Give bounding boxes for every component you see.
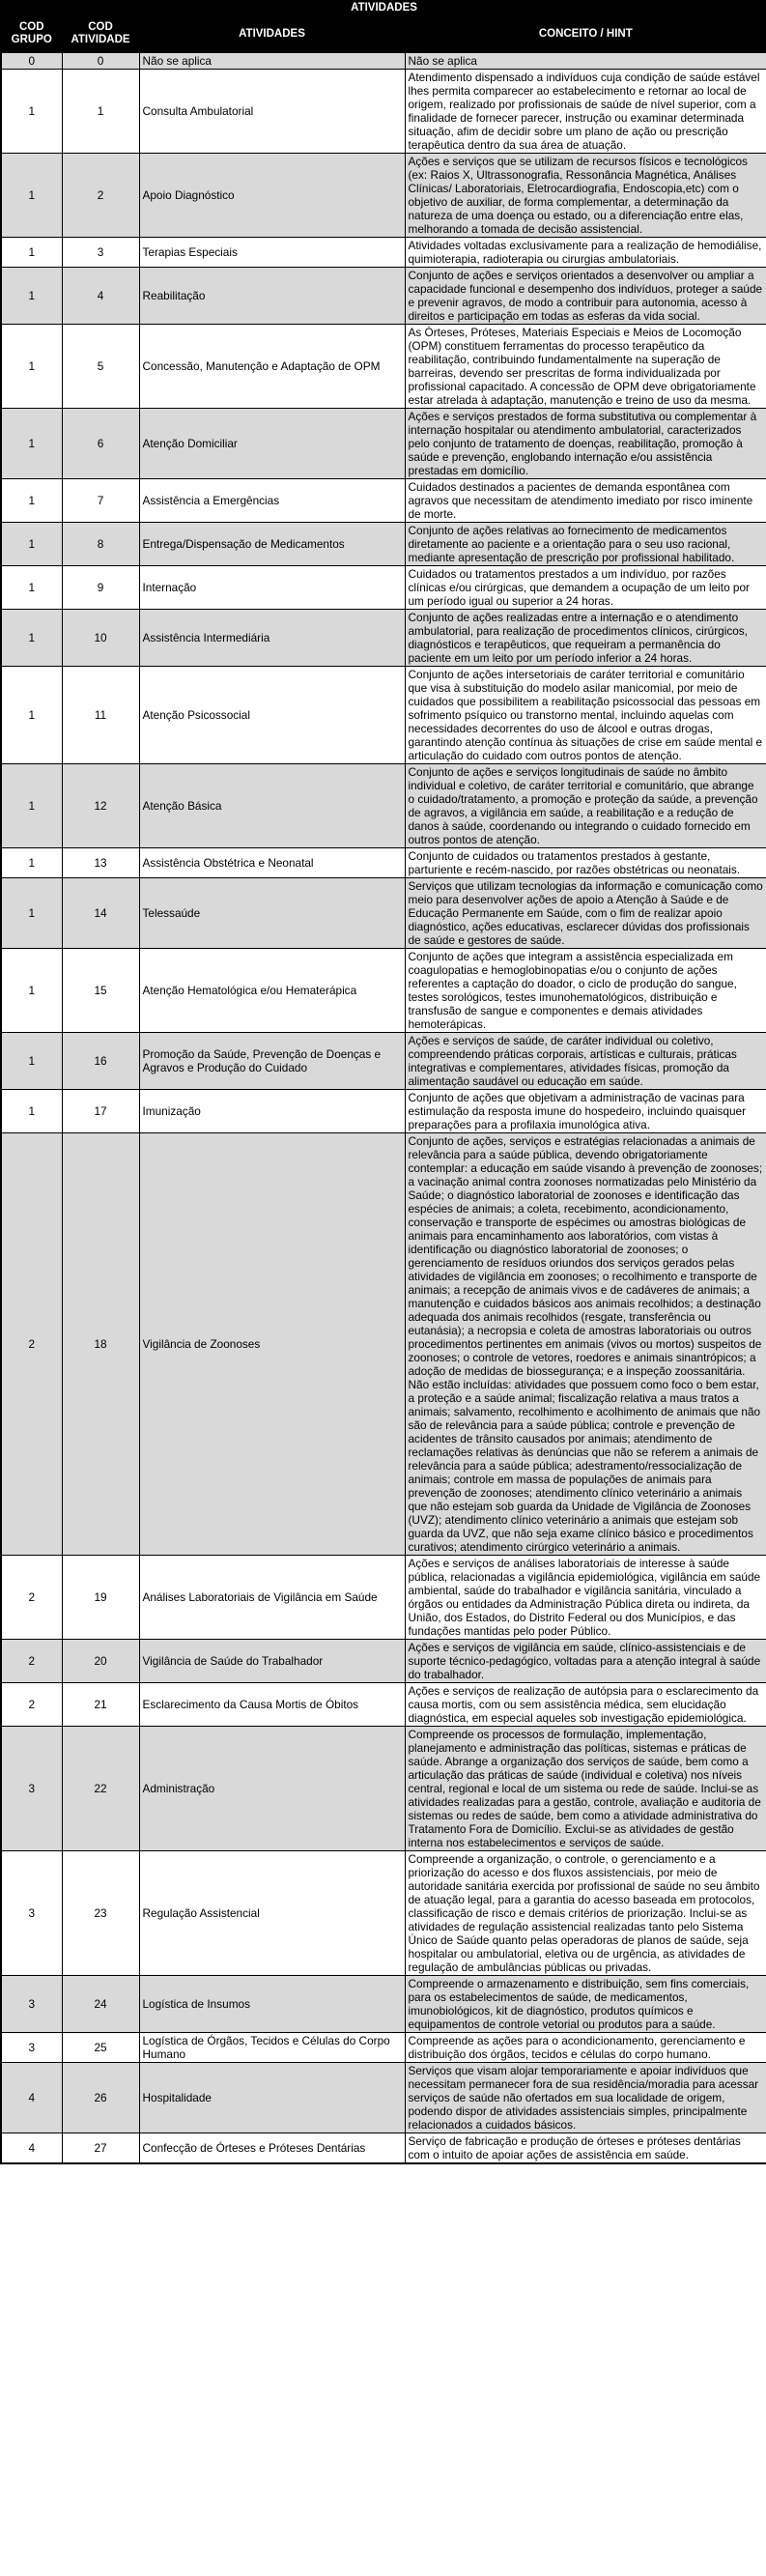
cod-grupo-cell: 3 [1,1727,62,1851]
conceito-hint-cell: Cuidados ou tratamentos prestados a um indivíduo, por razões clínicas e/ou cirúrgicas, que demandem a ocupação de um leito por um período igual ou superior a 24 horas. [405,566,766,610]
cod-grupo-cell: 0 [1,53,62,70]
cod-atividade-cell: 12 [62,764,139,848]
conceito-hint-cell: Compreende os processos de formulação, implementação, planejamento e administração das políticas, sistemas e práticas de saúde. Abrange a organização dos serviços de saúde, bem como a articulação das práticas de saúde (individual e coletiva) nos níveis central, regional e local de um sistema ou rede de saúde. Inclui-se as atividades realizadas para a gestão, controle, avaliação e auditoria de sistemas ou redes de saúde, bem como a atividade administrativa do Tratamento Fora de Domicílio. Exclui-se as atividades de gestão interna nos estabelecimentos e serviços de saúde. [405,1727,766,1851]
table-row [1,1090,766,1133]
table-row [1,610,766,667]
conceito-hint-cell: As Órteses, Próteses, Materiais Especiais e Meios de Locomoção (OPM) constituem ferramentas do processo terapêutico da reabilitação, contribuindo fundamentalmente na superação de barreiras, devendo ser prescritas de forma individualizada por profissional capacitado. A concessão de OPM deve obrigatoriamente estar atrelada à adaptação, manutenção e treino de uso da mesma. [405,325,766,409]
conceito-hint-cell: Ações e serviços de análises laboratoriais de interesse à saúde pública, relacionadas a vigilância epidemiológica, vigilância em saúde ambiental, saúde do trabalhador e vigilância sanitária, vinculado a órgãos ou entidades da Administração Pública direta ou indireta, da União, dos Estados, do Distrito Federal ou dos Municípios, e das fundações mantidas pelo poder Público. [405,1556,766,1640]
conceito-hint-cell: Conjunto de ações relativas ao fornecimento de medicamentos diretamente ao paciente e a orientação para o seu uso racional, mediante apresentação de prescrição por profissional habilitado. [405,523,766,566]
table-row [1,1976,766,2033]
column-header-row [1,15,766,53]
cod-grupo-cell: 1 [1,1090,62,1133]
cod-grupo-cell: 2 [1,1133,62,1556]
atividade-name-cell: Terapias Especiais [139,238,405,268]
table-row [1,2033,766,2063]
cod-grupo-cell: 1 [1,238,62,268]
cod-atividade-cell: 23 [62,1851,139,1976]
cod-atividade-cell: 15 [62,949,139,1033]
table-row [1,409,766,479]
cod-grupo-cell: 2 [1,1683,62,1727]
cod-atividade-cell: 3 [62,238,139,268]
cod-atividade-cell: 22 [62,1727,139,1851]
table-row [1,70,766,154]
cod-atividade-cell: 27 [62,2133,139,2164]
table-row [1,667,766,764]
table-row [1,238,766,268]
cod-atividade-cell: 1 [62,70,139,154]
cod-atividade-cell: 24 [62,1976,139,2033]
cod-atividade-cell: 16 [62,1033,139,1090]
table-row [1,2133,766,2164]
atividade-name-cell: Vigilância de Saúde do Trabalhador [139,1640,405,1683]
conceito-hint-cell: Serviço de fabricação e produção de órteses e próteses dentárias com o intuito de apoiar ações de assistência em saúde. [405,2133,766,2164]
cod-grupo-cell: 1 [1,566,62,610]
conceito-hint-cell: Serviços que utilizam tecnologias da informação e comunicação como meio para desenvolver ações de apoio a Atenção à Saúde e de Educação Permanente em Saúde, com o fim de realizar apoio diagnóstico, ações educativas, esclarecer dúvidas dos profissionais de saúde e gestores de saúde. [405,878,766,949]
column-header-cod-grupo: COD GRUPO [1,15,62,53]
conceito-hint-cell: Conjunto de ações realizadas entre a internação e o atendimento ambulatorial, para realização de procedimentos clínicos, cirúrgicos, diagnósticos e terapêuticos, que requeiram a permanência do paciente em um leito por um período inferior a 24 horas. [405,610,766,667]
conceito-hint-cell: Conjunto de ações e serviços longitudinais de saúde no âmbito individual e coletivo, de caráter territorial e comunitário, que abrange o cuidado/tratamento, a promoção e proteção da saúde, a prevenção de agravos, a vigilância em saúde, a reabilitação e a redução de danos à saúde, coordenando ou integrando o cuidado fornecido em outros pontos de atenção. [405,764,766,848]
cod-atividade-cell: 20 [62,1640,139,1683]
conceito-hint-cell: Conjunto de ações, serviços e estratégias relacionadas a animais de relevância para a saúde pública, devendo obrigatoriamente contemplar: a educação em saúde visando à prevenção de zoonoses; a vacinação animal contra zoonoses normatizadas pelo Ministério da Saúde; o diagnóstico laboratorial de zoonoses e identificação das espécies de animais; a coleta, recebimento, acondicionamento, conservação e transporte de espécimes ou amostras biológicas de animais para encaminhamento aos laboratórios, com vistas à identificação ou diagnóstico laboratorial de zoonoses; o gerenciamento de resíduos oriundos dos serviços gerados pelas atividades de vigilância em zoonoses; o recolhimento e transporte de animais; a recepção de animais vivos e de cadáveres de animais; a manutenção e cuidados básicos aos animais recolhidos; a destinação adequada dos animais recolhidos (resgate, transferência ou eutanásia); a necropsia e coleta de amostras laboratoriais ou outros procedimentos pertinentes em animais (vivos ou mortos) suspeitos de zoonoses; o controle de vetores, roedores e animais sinantrópicos; a adoção de medidas de biossegurança; e a inspeção zoossanitária. Não estão incluídas: atividades que possuem como foco o bem estar, a proteção e a saúde animal; fiscalização relativa a maus tratos a animais; salvamento, recolhimento e acolhimento de animais que não são de relevância para a saúde pública; controle e prevenção de acidentes de trânsito causados por animais; atendimento de reclamações relativas às denúncias que não se referem a animais de relevância para a saúde pública; adestramento/ressocialização de animais; controle em massa de populações de animais para prevenção de zoonoses; atendimento clínico veterinário a animais que não estejam sob guarda da Unidade de Vigilância de Zoonoses (UVZ); atendimento clínico veterinário a animais que estejam sob guarda da UVZ, que não seja exame clínico básico e procedimentos curativos; atendimento cirúrgico veterinário a animais. [405,1133,766,1556]
conceito-hint-cell: Serviços que visam alojar temporariamente e apoiar indivíduos que necessitam permanecer fora de sua residência/moradia para acessar serviços de saúde não ofertados em sua localidade de origem, podendo dispor de atividades assistenciais simples, principalmente relacionados a cuidados básicos. [405,2063,766,2133]
table-row [1,325,766,409]
table-title: ATIVIDADES [1,1,766,15]
table-row [1,53,766,70]
atividade-name-cell: Esclarecimento da Causa Mortis de Óbitos [139,1683,405,1727]
atividade-name-cell: Assistência a Emergências [139,479,405,523]
cod-grupo-cell: 1 [1,667,62,764]
table-row [1,1683,766,1727]
conceito-hint-cell: Ações e serviços prestados de forma substitutiva ou complementar à internação hospitalar ou atendimento ambulatorial, caracterizados pelo conjunto de tratamento de doenças, reabilitação, promoção à saúde e prevenção, englobando internação e/ou assistência prestadas em domicílio. [405,409,766,479]
title-row [1,1,766,15]
cod-grupo-cell: 2 [1,1556,62,1640]
cod-grupo-cell: 3 [1,2033,62,2063]
atividade-name-cell: Atenção Básica [139,764,405,848]
table-row [1,1556,766,1640]
conceito-hint-cell: Ações e serviços de saúde, de caráter individual ou coletivo, compreendendo práticas corporais, artísticas e culturais, práticas integrativas e complementares, atividades físicas, promoção da alimentação saudável ou educação em saúde. [405,1033,766,1090]
conceito-hint-cell: Compreende as ações para o acondicionamento, gerenciamento e distribuição dos órgãos, tecidos e células do corpo humano. [405,2033,766,2063]
cod-atividade-cell: 7 [62,479,139,523]
atividade-name-cell: Atenção Psicossocial [139,667,405,764]
table-row [1,566,766,610]
atividade-name-cell: Promoção da Saúde, Prevenção de Doenças e Agravos e Produção do Cuidado [139,1033,405,1090]
table-row [1,1033,766,1090]
cod-grupo-cell: 4 [1,2133,62,2164]
cod-grupo-cell: 1 [1,764,62,848]
cod-grupo-cell: 3 [1,1851,62,1976]
atividade-name-cell: Confecção de Órteses e Próteses Dentárias [139,2133,405,2164]
cod-atividade-cell: 25 [62,2033,139,2063]
conceito-hint-cell: Ações e serviços de realização de autópsia para o esclarecimento da causa mortis, com ou sem assistência médica, sem elucidação diagnóstica, em especial aqueles sob investigação epidemiológica. [405,1683,766,1727]
cod-grupo-cell: 3 [1,1976,62,2033]
atividade-name-cell: Atenção Hematológica e/ou Hematerápica [139,949,405,1033]
atividade-name-cell: Entrega/Dispensação de Medicamentos [139,523,405,566]
cod-atividade-cell: 17 [62,1090,139,1133]
atividade-name-cell: Assistência Obstétrica e Neonatal [139,848,405,878]
atividade-name-cell: Reabilitação [139,268,405,325]
cod-grupo-cell: 1 [1,610,62,667]
cod-atividade-cell: 21 [62,1683,139,1727]
cod-grupo-cell: 2 [1,1640,62,1683]
column-header-conceito-hint: CONCEITO / HINT [405,15,766,53]
table-row [1,878,766,949]
cod-grupo-cell: 1 [1,1033,62,1090]
atividade-name-cell: Análises Laboratoriais de Vigilância em Saúde [139,1556,405,1640]
cod-atividade-cell: 9 [62,566,139,610]
cod-atividade-cell: 4 [62,268,139,325]
conceito-hint-cell: Cuidados destinados a pacientes de demanda espontânea com agravos que necessitam de atendimento imediato por risco iminente de morte. [405,479,766,523]
cod-atividade-cell: 5 [62,325,139,409]
conceito-hint-cell: Conjunto de ações e serviços orientados a desenvolver ou ampliar a capacidade funcional e desempenho dos indivíduos, proteger a saúde e prevenir agravos, de modo a contribuir para autonomia, acesso à direitos e participação em todas as esferas da vida social. [405,268,766,325]
conceito-hint-cell: Conjunto de cuidados ou tratamentos prestados à gestante, parturiente e recém-nascido, por razões obstétricas ou neonatais. [405,848,766,878]
atividade-name-cell: Logística de Órgãos, Tecidos e Células do Corpo Humano [139,2033,405,2063]
table-row [1,268,766,325]
cod-atividade-cell: 2 [62,154,139,238]
table-row [1,949,766,1033]
atividade-name-cell: Internação [139,566,405,610]
column-header-cod-atividade: COD ATIVIDADE [62,15,139,53]
cod-grupo-cell: 1 [1,479,62,523]
atividade-name-cell: Consulta Ambulatorial [139,70,405,154]
table-row [1,479,766,523]
table-row [1,2063,766,2133]
cod-grupo-cell: 1 [1,409,62,479]
atividade-name-cell: Imunização [139,1090,405,1133]
column-header-atividades: ATIVIDADES [139,15,405,53]
table-row [1,1640,766,1683]
cod-grupo-cell: 1 [1,523,62,566]
table-row [1,1851,766,1976]
cod-atividade-cell: 13 [62,848,139,878]
conceito-hint-cell: Compreende a organização, o controle, o gerenciamento e a priorização do acesso e dos fluxos assistenciais, por meio de autoridade sanitária exercida por profissional de saúde no seu âmbito de atuação legal, para a garantia do acesso baseada em protocolos, classificação de risco e demais critérios de priorização. Inclui-se as atividades de regulação assistencial realizadas tanto pelo Sistema Único de Saúde quanto pelas operadoras de planos de saúde, seja hospitalar ou ambulatorial, eletiva ou de urgência, as atividades de regulação de ambulâncias públicas ou privadas. [405,1851,766,1976]
cod-atividade-cell: 18 [62,1133,139,1556]
cod-grupo-cell: 1 [1,268,62,325]
cod-grupo-cell: 4 [1,2063,62,2133]
cod-grupo-cell: 1 [1,949,62,1033]
table-row [1,523,766,566]
cod-grupo-cell: 1 [1,325,62,409]
conceito-hint-cell: Compreende o armazenamento e distribuição, sem fins comerciais, para os estabelecimentos de saúde, de medicamentos, imunobiológicos, kit de diagnóstico, produtos químicos e equipamentos de controle vetorial ou produtos para a saúde. [405,1976,766,2033]
cod-atividade-cell: 0 [62,53,139,70]
cod-atividade-cell: 14 [62,878,139,949]
cod-atividade-cell: 19 [62,1556,139,1640]
cod-grupo-cell: 1 [1,878,62,949]
atividade-name-cell: Regulação Assistencial [139,1851,405,1976]
atividade-name-cell: Telessaúde [139,878,405,949]
conceito-hint-cell: Atividades voltadas exclusivamente para a realização de hemodiálise, quimioterapia, radioterapia ou cirurgias ambulatoriais. [405,238,766,268]
conceito-hint-cell: Não se aplica [405,53,766,70]
atividade-name-cell: Administração [139,1727,405,1851]
atividade-name-cell: Não se aplica [139,53,405,70]
table-row [1,848,766,878]
atividade-name-cell: Atenção Domiciliar [139,409,405,479]
conceito-hint-cell: Atendimento dispensado a indivíduos cuja condição de saúde estável lhes permita comparecer ao estabelecimento e retornar ao local de origem, realizado por profissionais de saúde de nível superior, com a finalidade de fornecer parecer, instrução ou examinar determinada situação, afim de decidir sobre um plano de ação ou prescrição terapêutica dentro da sua área de atuação. [405,70,766,154]
cod-atividade-cell: 6 [62,409,139,479]
cod-atividade-cell: 10 [62,610,139,667]
conceito-hint-cell: Conjunto de ações que objetivam a administração de vacinas para estimulação da resposta imune do hospedeiro, incluindo quaisquer preparações para a profilaxia imunológica ativa. [405,1090,766,1133]
table-row [1,1727,766,1851]
cod-atividade-cell: 8 [62,523,139,566]
table-body [1,53,766,2164]
cod-atividade-cell: 11 [62,667,139,764]
table-header [1,1,766,53]
table-row [1,1133,766,1556]
atividade-name-cell: Vigilância de Zoonoses [139,1133,405,1556]
atividade-name-cell: Apoio Diagnóstico [139,154,405,238]
cod-grupo-cell: 1 [1,70,62,154]
table-row [1,764,766,848]
cod-atividade-cell: 26 [62,2063,139,2133]
atividade-name-cell: Hospitalidade [139,2063,405,2133]
table-row [1,154,766,238]
atividade-name-cell: Logística de Insumos [139,1976,405,2033]
conceito-hint-cell: Ações e serviços de vigilância em saúde, clínico-assistenciais e de suporte técnico-pedagógico, voltadas para a atenção integral à saúde do trabalhador. [405,1640,766,1683]
atividade-name-cell: Assistência Intermediária [139,610,405,667]
cod-grupo-cell: 1 [1,848,62,878]
atividade-name-cell: Concessão, Manutenção e Adaptação de OPM [139,325,405,409]
conceito-hint-cell: Ações e serviços que se utilizam de recursos físicos e tecnológicos (ex: Raios X, Ultrassonografia, Ressonância Magnética, Análises Clínicas/ Laboratoriais, Eletrocardiografia, Endoscopia,etc) com o objetivo de auxiliar, de forma complementar, a determinação da natureza de uma doença ou estado, ou a diferenciação entre elas, melhorando a tomada de decisão assistencial. [405,154,766,238]
cod-grupo-cell: 1 [1,154,62,238]
conceito-hint-cell: Conjunto de ações intersetoriais de caráter territorial e comunitário que visa à substituição do modelo asilar manicomial, por meio de cuidados que possibilitem a reabilitação psicossocial das pessoas em sofrimento psíquico ou transtorno mental, incluindo aquelas com necessidades decorrentes do uso de álcool e outras drogas, garantindo atenção contínua às situações de crise em saúde mental e articulação do cuidado com outros pontos de atenção. [405,667,766,764]
conceito-hint-cell: Conjunto de ações que integram a assistência especializada em coagulopatias e hemoglobinopatias e/ou o conjunto de ações referentes a captação do doador, o ciclo de produção do sangue, testes sorológicos, testes imunohematológicos, distribuição e transfusão de sangue e componentes e demais atividades hemoterápicas. [405,949,766,1033]
